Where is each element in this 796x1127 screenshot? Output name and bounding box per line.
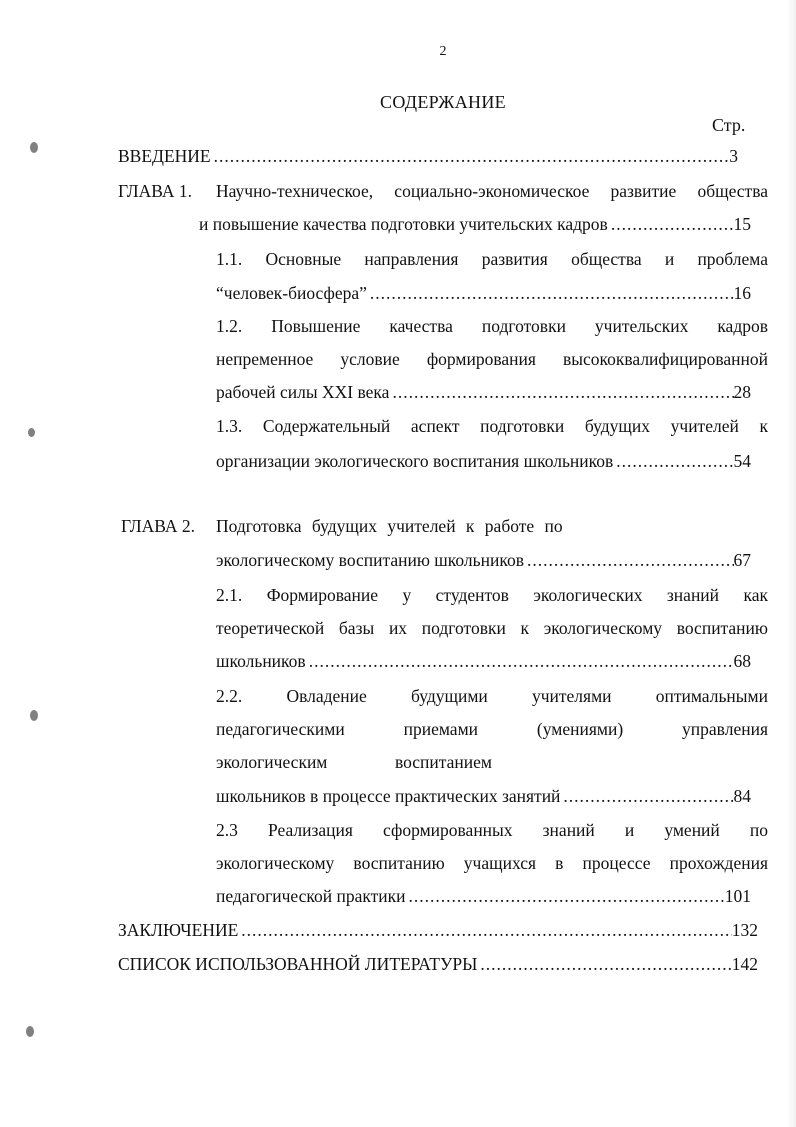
toc-entry-section-1-3 (216, 451, 751, 472)
dot-leader (389, 382, 733, 403)
toc-page-number: 101 (724, 886, 751, 906)
toc-page-number: 16 (733, 283, 751, 303)
dot-leader (238, 920, 731, 941)
toc-entry-conclusion (118, 920, 758, 941)
dot-leader (367, 283, 734, 304)
toc-entry-label: СПИСОК ИСПОЛЬЗОВАННОЙ ЛИТЕРАТУРЫ (118, 954, 478, 974)
section-2-1-line-2: теоретической базы их подготовки к экологическому воспитанию (216, 618, 768, 638)
page-title: СОДЕРЖАНИЕ (380, 92, 506, 112)
scan-edge-shadow (786, 0, 796, 1127)
section-2-2-line-1: 2.2. Овладение будущими учителями оптимальными (216, 686, 768, 706)
section-2-1-line-1: 2.1. Формирование у студентов экологических знаний как (216, 585, 768, 605)
chapter-1-label: ГЛАВА 1. (118, 181, 193, 201)
section-1-1-line-2: “человек-биосфера” (216, 283, 367, 303)
toc-entry-chapter-1 (199, 214, 751, 235)
scan-speck (26, 1026, 34, 1037)
section-1-3-line-2: организации экологического воспитания школьников (216, 451, 614, 471)
chapter-1-title-line-2: и повышение качества подготовки учительских кадров (199, 214, 608, 234)
chapter-2-title-line-2: экологическому воспитанию школьников (216, 550, 524, 570)
chapter-1-title-line-1: Научно-техническое, социально-экономическое развитие общества (216, 181, 768, 201)
section-1-2-line-3: рабочей силы XXI века (216, 382, 390, 402)
toc-entry-introduction (118, 146, 738, 167)
pages-column-header: Стр. (712, 115, 746, 135)
toc-page-number: 142 (731, 954, 758, 974)
toc-page-number: 132 (731, 920, 758, 940)
section-2-3-line-2: экологическому воспитанию учащихся в процессе прохождения (216, 853, 768, 873)
toc-page-number: 67 (733, 550, 751, 570)
section-2-1-line-3: школьников (216, 651, 306, 671)
toc-page-number: 54 (733, 451, 751, 471)
chapter-2-label: ГЛАВА 2. (121, 516, 196, 536)
scan-speck (30, 142, 38, 153)
toc-entry-section-1-1 (216, 283, 751, 304)
toc-entry-section-2-2 (216, 786, 751, 807)
dot-leader (406, 886, 725, 907)
section-2-3-line-3: педагогической практики (216, 886, 406, 906)
toc-page-number: 15 (733, 214, 751, 234)
dot-leader (560, 786, 733, 807)
dot-leader (211, 146, 730, 167)
dot-leader (524, 550, 734, 571)
toc-page-number: 84 (733, 786, 751, 806)
section-2-2-line-3: экологическим воспитанием (216, 752, 492, 772)
page-number: 2 (439, 44, 447, 59)
section-1-2-line-2: непременное условие формирования высококвалифицированной (216, 349, 768, 369)
section-2-2-line-2: педагогическими приемами (умениями) управления (216, 719, 768, 739)
toc-entry-section-2-3 (216, 886, 751, 907)
toc-entry-section-2-1 (216, 651, 751, 672)
toc-entry-references (118, 954, 758, 975)
section-1-1-line-1: 1.1. Основные направления развития общества и проблема (216, 249, 768, 269)
scan-speck (28, 428, 35, 437)
toc-page-number: 68 (733, 651, 751, 671)
toc-entry-label: ЗАКЛЮЧЕНИЕ (118, 920, 239, 940)
dot-leader (477, 954, 731, 975)
dot-leader (608, 214, 734, 235)
toc-entry-chapter-2 (216, 550, 751, 571)
toc-page-number: 3 (729, 146, 738, 166)
section-2-3-line-1: 2.3 Реализация сформированных знаний и умений по (216, 820, 768, 840)
scan-speck (30, 710, 38, 721)
toc-entry-label: ВВЕДЕНИЕ (118, 146, 211, 166)
section-2-2-line-4: школьников в процессе практических занятий (216, 786, 561, 806)
toc-entry-section-1-2 (216, 382, 751, 403)
section-1-2-line-1: 1.2. Повышение качества подготовки учительских кадров (216, 316, 768, 336)
section-1-3-line-1: 1.3. Содержательный аспект подготовки будущих учителей к (216, 416, 768, 436)
dot-leader (306, 651, 734, 672)
dot-leader (613, 451, 733, 472)
chapter-2-title-line-1: Подготовка будущих учителей к работе по (216, 516, 563, 536)
toc-page-number: 28 (733, 382, 751, 402)
